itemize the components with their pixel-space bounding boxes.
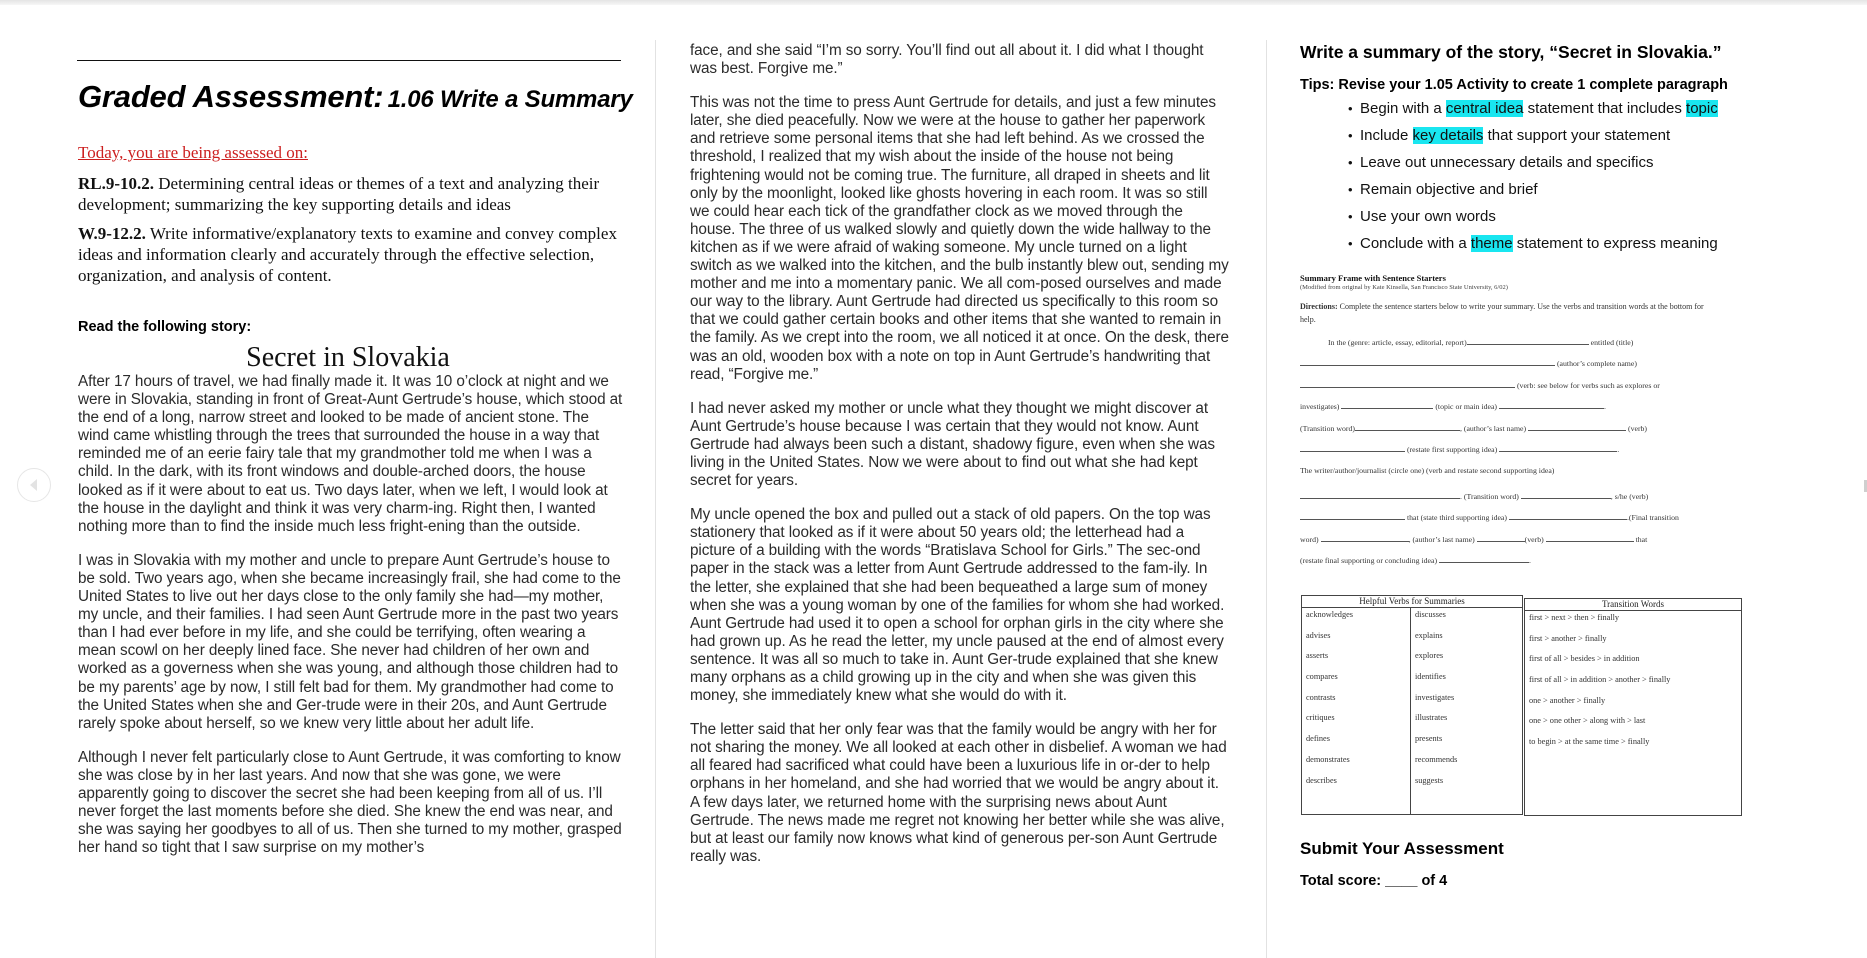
read-story-label: Read the following story: [78,319,252,335]
story-paragraph: My uncle opened the box and pulled out a stack of old papers. On the top was stationery that looked as if it were about 50 years old; the letterhead had a picture of a building with the words “Bratislava School for Girls.” The sec-ond paper in the stack was a letter from Aunt Gertrude addressed to the fam-ily. In the letter, she explained that she had been bequeathed a large sum of money when she was a young woman by one of the families for whom she had worked. Aunt Gertrude had used it to open a school for orphan girls in the city where she had grown up. As he read the letter, my uncle paused at the end of almost every sentence. It was all so much to take in. Aunt Ger-trude explained that she knew many orphans as a child growing up in the city and when she was given this money, she immediately knew what she would do with it. [690,506,1225,705]
assessed-label: Today, you are being assessed on: [78,143,308,162]
tip-item: • Leave out unnecessary details and specifics [1348,153,1770,173]
frame-line: In the (genre: article, essay, editorial, report) entitled (title) [1328,337,1634,347]
story-paragraph: The letter said that her only fear was that the family would be angry with her for not sharing the money. We all looked at each other in disbelief. A woman we had all feared had sacrificed what could have been a luxurious life in or-der to help orphans in her homeland, and she had worried that we would be angry about it. A few days later, we returned home with the surprising news about Aunt Gertrude. The news made me regret not knowing her better while she was alive, but at least our family now knows what kind of generous per-son Aunt Gertrude really was. [690,721,1227,865]
transition-words-table [1524,598,1742,816]
title-rule [77,60,621,61]
frame-line: . (Transition word) , s/he (verb) [1300,490,1770,502]
verbs-column-2: discusses explains explores identifies investigates illustrates presents recommends suggests [1415,610,1458,785]
transition-list: first > next > then > finally first > another > finally first of all > besides > in addition first of all > in addition > another > finally one > another > finally one > one other > along with > last to begin > at the same time > finally [1529,613,1671,747]
highlight: central idea [1445,100,1524,117]
tip-item: • Use your own words [1348,207,1770,227]
tip-item: • Begin with a central idea statement that includes topic [1348,99,1770,119]
frame-credit: (Modified from original by Kate Kinsella, San Francisco State University, 6/02) [1300,284,1508,291]
title-sub: 1.06 Write a Summary [387,86,633,113]
frame-line: (restate first supporting idea) . [1300,443,1770,455]
story-paragraph: This was not the time to press Aunt Gertrude for details, and just a few minutes later, she died peacefully. Now we were at the house to gather her paperwork and retrieve some personal items that she had left behind. As we crossed the threshold, I realized that my wish about the inside of the house not being frightening would not be coming true. The furniture, all draped in sheets and lit only by the moonlight, looked like ghosts hovering in each room. It was so still we could hear each tick of the grandfather clock as we moved through the house. The three of us walked slowly and quietly down the wide hallway to the kitchen as if we were afraid of waking someone. My uncle turned on a light switch as we walked into the kitchen, and the bulb instantly blew out, sending my mother and me into a momentary panic. We all com-posed ourselves and made our way to the library. Aunt Gertrude had directed us specifically to this room so that we could gather certain books and other items that she wanted to remain in the family. As we crept into the room, we all noticed it at once. On the desk, there was an old, wooden box with a note on top in Aunt Gertrude’s handwriting that read, “Forgive me.” [690,94,1229,383]
story-paragraph: Although I never felt particularly close to Aunt Gertrude, it was comforting to know she was close by in her last years. And now that she was gone, we were apparently going to discover the secret she had been keeping from all of us. I’ll never forget the last moments before she died. She knew the end was near, and she was saying her goodbyes to all of us. Then she turned to my mother, grasped her hand so tight that I saw surprise on my mother’s [78,748,622,857]
story-paragraph: I had never asked my mother or uncle what they thought we might discover at Aunt Gertrude’s house because I was certain that they would not know. Aunt Gertrude had always been such a distant, shadowy figure, even when she was living in the United States. Now we were about to find out what she had kept secret for years. [690,399,1215,490]
highlight: theme [1470,235,1513,252]
frame-line: (author’s complete name) [1300,357,1770,369]
left-column [78,40,633,873]
frame-line: investigates) (topic or main idea) . [1300,402,1606,411]
tip-item: • Include key details that support your statement [1348,126,1770,146]
tips-list [1300,99,1770,254]
story-paragraph: After 17 hours of travel, we had finally made it. It was 10 o’clock at night and we were in Slovakia, standing in front of Great-Aunt Gertrude’s house, which stood at the end of a long, narrow street and looked to be made of ancient stone. The wind came whistling through the trees that surrounded the house in a way that reminded me of an eerie fairy tale that my grandmother told me when I was a child. In the dark, with its front windows and double-arched doors, the house looked as if it were about to eat us. Two days later, when we left, I would look at the house in the daylight and think it was very charm-ing. Right then, I wanted nothing more than to find the inside much less fright-ening than the outside. [78,373,623,535]
standard-code: RL.9-10.2. [78,174,155,193]
submit-heading: Submit Your Assessment [1300,839,1504,858]
summary-frame-image [1300,273,1770,566]
tip-item: • Remain objective and brief [1348,180,1770,200]
frame-line: (verb: see below for verbs such as explores or [1300,379,1770,391]
story-title: Secret in Slovakia [246,342,450,373]
standard-w [78,223,623,286]
score-blank: ____ [1385,873,1418,889]
summary-task-heading: Write a summary of the story, “Secret in Slovakia.” [1300,42,1722,62]
column-divider [1266,40,1267,958]
title-main: Graded Assessment: [78,79,384,114]
frame-line: (restate final supporting or concluding idea) . [1300,556,1531,565]
highlight: key details [1412,127,1484,144]
frame-line: that (state third supporting idea) .(Final transition [1300,511,1770,523]
tips-heading: Tips: Revise your 1.05 Activity to create 1 complete paragraph [1300,77,1728,93]
column-divider [655,40,656,958]
frame-line: The writer/author/journalist (circle one) (verb and restate second supporting idea) [1300,465,1555,475]
frame-line: word) , (author’s last name) (verb) that [1300,534,1648,544]
page-title [78,79,633,115]
middle-column [690,42,1230,882]
standard-text: Determining central ideas or themes of a text and analyzing their development; summarizing the key supporting details and ideas [78,174,600,214]
helper-tables [1300,595,1770,815]
verbs-column-1: acknowledges advises asserts compares contrasts critiques defines demonstrates describes [1306,610,1353,785]
frame-heading: Summary Frame with Sentence Starters [1300,273,1446,283]
helpful-verbs-table [1301,595,1523,815]
frame-line: (Transition word) , (author’s last name) (verb) [1300,423,1648,433]
standard-code: W.9-12.2. [78,224,146,243]
table-header: Transition Words [1525,599,1741,611]
previous-page-button[interactable] [17,468,51,502]
frame-directions: Directions: Complete the sentence starters below to write your summary. Use the verbs and transition words at the bottom for help. [1300,302,1704,324]
story-paragraph: face, and she said “I’m so sorry. You’ll find out all about it. I did what I thought was best. Forgive me.” [690,42,1204,78]
story-body-left [78,373,623,857]
highlight: topic [1686,100,1718,117]
standard-text: Write informative/explanatory texts to examine and convey complex ideas and information clearly and accurately through the effective selection, organization, and analysis of content. [78,224,617,285]
top-toolbar-shadow [0,0,1867,5]
tip-item: • Conclude with a theme statement to express meaning [1348,234,1770,254]
story-paragraph: I was in Slovakia with my mother and uncle to prepare Aunt Gertrude’s house to be sold. Two years ago, when she became increasingly frail, she had come to the United States to live out her days close to the only family she had—my mother, my uncle, and their families. I had seen Aunt Gertrude more in the past two years than I had ever before in my life, and she could be terrifying, often wearing a mean scowl on her deeply lined face. She never had children of her own and worked as a governess when she was young, and although those children had to be my parents’ age by now, I still felt bad for them. My grandmother had come to the United States when she and Ger-trude were in their 20s, and Aunt Gertrude rarely spoke about herself, so we knew very little about her adult life. [78,551,621,732]
table-header: Helpful Verbs for Summaries [1302,596,1522,608]
standard-rl [78,173,623,215]
chevron-left-icon [26,477,42,493]
right-column [1300,40,1770,889]
total-score: Total score: ____ of 4 [1300,873,1448,889]
